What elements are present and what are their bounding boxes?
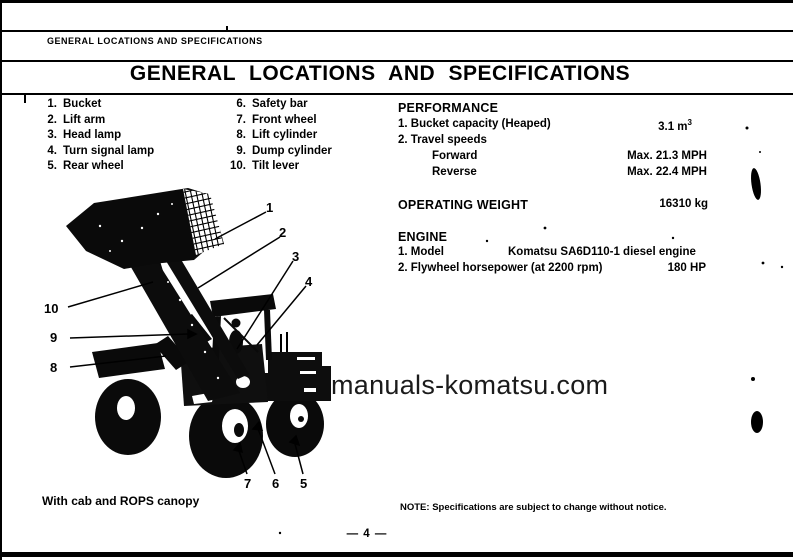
spec-label: Reverse xyxy=(432,166,477,178)
callout-3: 3 xyxy=(292,249,300,264)
scan-artifacts xyxy=(24,26,783,534)
part-label: Head lamp xyxy=(63,129,122,142)
part-number: 9. xyxy=(236,144,246,157)
page-number: — 4 — xyxy=(346,528,388,540)
spec-value: 3.1 $m^3$ xyxy=(658,118,692,133)
part-label: Dump cylinder xyxy=(252,144,332,157)
part-label: Front wheel xyxy=(252,113,317,126)
part-number: 1. xyxy=(47,98,57,110)
part-number: 4. xyxy=(47,144,57,157)
spec-label: Forward xyxy=(432,150,478,162)
part-label: Safety bar xyxy=(252,98,308,110)
footnote xyxy=(400,502,667,513)
illustration-caption: With cab and ROPS canopy xyxy=(42,494,200,508)
part-number: 2. xyxy=(47,113,57,126)
callout-5: 5 xyxy=(300,476,308,491)
spec-label: 2. Travel speeds xyxy=(398,134,487,146)
callout-8: 8 xyxy=(50,360,58,375)
callout-4: 4 xyxy=(305,274,313,289)
part-label: Lift arm xyxy=(63,113,106,126)
performance-heading: PERFORMANCE xyxy=(398,101,499,115)
callout-1: 1 xyxy=(266,200,274,215)
part-number: 5. xyxy=(47,160,57,173)
spec-value: Komatsu SA6D110-1 diesel engine xyxy=(508,246,696,258)
engine-heading: ENGINE xyxy=(398,230,448,244)
part-number: 6. xyxy=(236,98,246,110)
footnote-label: NOTE: xyxy=(400,502,430,513)
spec-label: 1. Model xyxy=(398,246,445,258)
part-label: Turn signal lamp xyxy=(63,144,155,157)
part-number: 8. xyxy=(236,129,246,142)
part-label: Lift cylinder xyxy=(252,129,318,142)
part-number: 3. xyxy=(47,129,57,142)
part-label: Bucket xyxy=(63,98,102,110)
spec-value: Max. 21.3 MPH xyxy=(627,150,707,162)
running-header: GENERAL LOCATIONS AND SPECIFICATIONS xyxy=(47,36,263,46)
part-label: Tilt lever xyxy=(252,160,300,173)
part-label: Rear wheel xyxy=(63,160,124,173)
spec-label: 2. Flywheel horsepower (at 2200 rpm) xyxy=(398,262,603,274)
page-title: GENERAL LOCATIONS AND SPECIFICATIONS xyxy=(129,62,631,85)
callout-10: 10 xyxy=(44,301,59,316)
callout-7: 7 xyxy=(244,476,252,491)
footnote-text: Specifications are subject to change without notice. xyxy=(432,502,667,513)
watermark-text: manuals-komatsu.com xyxy=(331,370,609,400)
part-number: 10. xyxy=(230,160,246,173)
operating-weight-heading: OPERATING WEIGHT xyxy=(398,198,529,212)
spec-value: Max. 22.4 MPH xyxy=(627,166,707,178)
callout-2: 2 xyxy=(279,225,287,240)
callout-6: 6 xyxy=(272,476,280,491)
spec-label: 1. Bucket capacity (Heaped) xyxy=(398,118,551,130)
part-number: 7. xyxy=(236,113,246,126)
spec-value: 180 HP xyxy=(667,262,706,274)
spec-value: 16310 kg xyxy=(659,198,708,210)
callout-9: 9 xyxy=(50,330,58,345)
bucket xyxy=(66,176,233,269)
